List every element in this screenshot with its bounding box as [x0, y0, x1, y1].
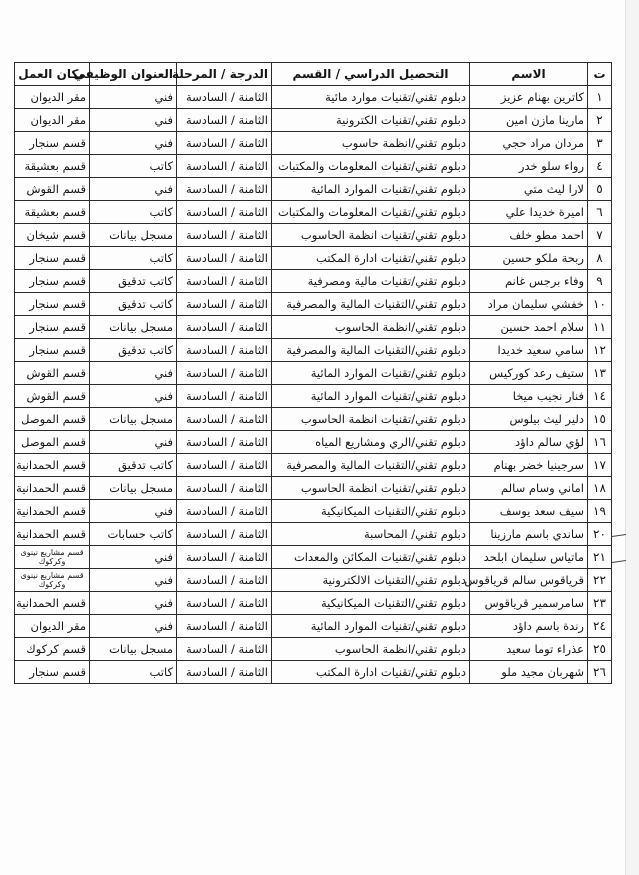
table-row: [15, 615, 612, 638]
grade-cell: الثامنة / السادسة: [177, 500, 272, 523]
employee-name-cell: مردان مراد حجي: [470, 132, 588, 155]
employee-name-cell: شهربان مجيد ملو: [470, 661, 588, 684]
pen-tick-mark: [612, 560, 626, 563]
table-row: [15, 477, 612, 500]
qualification-cell: دبلوم تقني/تقنيات المعلومات والمكتبات: [272, 201, 470, 224]
employee-name-cell: عذراء توما سعيد: [470, 638, 588, 661]
workplace-cell: قسم سنجار: [15, 339, 90, 362]
table-row: [15, 431, 612, 454]
job-title-cell: كاتب: [90, 247, 177, 270]
row-num-cell: ١٤: [588, 385, 612, 408]
employee-name-cell: سرجينيا خضر بهنام: [470, 454, 588, 477]
table-row: [15, 638, 612, 661]
row-num-cell: ٢٣: [588, 592, 612, 615]
table-row: [15, 592, 612, 615]
row-num-cell: ٢٥: [588, 638, 612, 661]
table-row: [15, 385, 612, 408]
table-row: [15, 270, 612, 293]
employee-name-cell: خفشي سليمان مراد: [470, 293, 588, 316]
grade-cell: الثامنة / السادسة: [177, 155, 272, 178]
job-title-cell: فني: [90, 385, 177, 408]
job-title-cell: فني: [90, 109, 177, 132]
job-title-cell: فني: [90, 615, 177, 638]
grade-cell: الثامنة / السادسة: [177, 86, 272, 109]
table-row: [15, 155, 612, 178]
grade-cell: الثامنة / السادسة: [177, 132, 272, 155]
table-row: [15, 201, 612, 224]
grade-cell: الثامنة / السادسة: [177, 109, 272, 132]
workplace-cell: قسم سنجار: [15, 247, 90, 270]
qualification-cell: دبلوم تقني/تقنيات ادارة المكتب: [272, 247, 470, 270]
qualification-cell: دبلوم تقني/التقنيات الالكترونية: [272, 569, 470, 592]
employee-name-cell: ساندي باسم مارزينا: [470, 523, 588, 546]
table-row: [15, 339, 612, 362]
grade-cell: الثامنة / السادسة: [177, 178, 272, 201]
employee-name-cell: رندة باسم داؤد: [470, 615, 588, 638]
pen-tick-mark: [612, 534, 626, 537]
table-body: [15, 86, 612, 684]
workplace-cell: قسم كركوك: [15, 638, 90, 661]
workplace-cell: قسم مشاريع نينوى وكركوك: [15, 569, 90, 592]
workplace-cell: قسم سنجار: [15, 293, 90, 316]
job-title-cell: مسجل بيانات: [90, 638, 177, 661]
workplace-cell: قسم الموصل: [15, 431, 90, 454]
qualification-cell: دبلوم تقني/انظمة الحاسوب: [272, 316, 470, 339]
grade-cell: الثامنة / السادسة: [177, 385, 272, 408]
row-num-cell: ١٧: [588, 454, 612, 477]
page-edge-shadow: [625, 0, 639, 875]
row-num-cell: ٩: [588, 270, 612, 293]
job-title-cell: مسجل بيانات: [90, 408, 177, 431]
employee-name-cell: احمد مطو خلف: [470, 224, 588, 247]
workplace-cell: قسم الحمدانية: [15, 523, 90, 546]
job-title-cell: كاتب: [90, 661, 177, 684]
job-title-cell: كاتب: [90, 201, 177, 224]
job-title-cell: مسجل بيانات: [90, 477, 177, 500]
job-title-cell: كاتب تدقيق: [90, 454, 177, 477]
table-row: [15, 247, 612, 270]
row-num-cell: ١٨: [588, 477, 612, 500]
workplace-cell: قسم مشاريع نينوى وكركوك: [15, 546, 90, 569]
job-title-cell: كاتب تدقيق: [90, 339, 177, 362]
row-num-cell: ١٦: [588, 431, 612, 454]
row-num-cell: ٢١: [588, 546, 612, 569]
grade-cell: الثامنة / السادسة: [177, 293, 272, 316]
employee-name-cell: سيف سعد يوسف: [470, 500, 588, 523]
workplace-cell: قسم الحمدانية: [15, 454, 90, 477]
grade-cell: الثامنة / السادسة: [177, 339, 272, 362]
employee-name-cell: اماني وسام سالم: [470, 477, 588, 500]
row-num-cell: ١٠: [588, 293, 612, 316]
qualification-cell: دبلوم تقني/التقنيات المالية والمصرفية: [272, 339, 470, 362]
employee-name-cell: دلير ليث بيلوس: [470, 408, 588, 431]
qualification-cell: دبلوم تقني/انظمة حاسوب: [272, 132, 470, 155]
employee-name-cell: سلام احمد حسين: [470, 316, 588, 339]
job-title-cell: فني: [90, 592, 177, 615]
qualification-cell: دبلوم تقني/تقنيات ادارة المكتب: [272, 661, 470, 684]
qualification-cell: دبلوم تقني/التقنيات المالية والمصرفية: [272, 293, 470, 316]
row-num-cell: ٧: [588, 224, 612, 247]
job-title-cell: كاتب: [90, 155, 177, 178]
employee-name-cell: اميرة خديدا علي: [470, 201, 588, 224]
row-num-cell: ٥: [588, 178, 612, 201]
grade-cell: الثامنة / السادسة: [177, 362, 272, 385]
employee-name-cell: سامرسمير قرياقوس: [470, 592, 588, 615]
header-num: ت: [588, 63, 612, 86]
workplace-cell: قسم سنجار: [15, 132, 90, 155]
job-title-cell: كاتب حسابات: [90, 523, 177, 546]
row-num-cell: ٦: [588, 201, 612, 224]
job-title-cell: فني: [90, 569, 177, 592]
qualification-cell: دبلوم تقني/تقنيات انظمة الحاسوب: [272, 224, 470, 247]
grade-cell: الثامنة / السادسة: [177, 615, 272, 638]
qualification-cell: دبلوم تقني/تقنيات انظمة الحاسوب: [272, 408, 470, 431]
employee-name-cell: رواء سلو خدر: [470, 155, 588, 178]
workplace-cell: قسم سنجار: [15, 661, 90, 684]
qualification-cell: دبلوم تقني/تقنيات المعلومات والمكتبات: [272, 155, 470, 178]
job-title-cell: فني: [90, 362, 177, 385]
row-num-cell: ٢٤: [588, 615, 612, 638]
employee-roster-table: [14, 62, 612, 684]
workplace-cell: قسم الحمدانية: [15, 592, 90, 615]
row-num-cell: ٢: [588, 109, 612, 132]
row-num-cell: ١٣: [588, 362, 612, 385]
grade-cell: الثامنة / السادسة: [177, 592, 272, 615]
grade-cell: الثامنة / السادسة: [177, 569, 272, 592]
workplace-cell: قسم شيخان: [15, 224, 90, 247]
grade-cell: الثامنة / السادسة: [177, 408, 272, 431]
grade-cell: الثامنة / السادسة: [177, 454, 272, 477]
table-row: [15, 661, 612, 684]
row-num-cell: ٤: [588, 155, 612, 178]
table-row: [15, 454, 612, 477]
row-num-cell: ١: [588, 86, 612, 109]
row-num-cell: ١١: [588, 316, 612, 339]
workplace-cell: قسم الحمدانية: [15, 500, 90, 523]
qualification-cell: دبلوم تقني/ المحاسبة: [272, 523, 470, 546]
workplace-cell: قسم سنجار: [15, 270, 90, 293]
employee-name-cell: سامي سعيد خديدا: [470, 339, 588, 362]
table-row: [15, 109, 612, 132]
grade-cell: الثامنة / السادسة: [177, 201, 272, 224]
qualification-cell: دبلوم تقني/تقنيات انظمة الحاسوب: [272, 477, 470, 500]
workplace-cell: مقر الديوان: [15, 615, 90, 638]
qualification-cell: دبلوم تقني/تقنيات الموارد المائية: [272, 385, 470, 408]
qualification-cell: دبلوم تقني/تقنيات الموارد المائية: [272, 615, 470, 638]
table-row: [15, 86, 612, 109]
workplace-cell: قسم القوش: [15, 385, 90, 408]
row-num-cell: ٢٠: [588, 523, 612, 546]
header-name: الاسم: [470, 63, 588, 86]
qualification-cell: دبلوم تقني/تقنيات موارد مائية: [272, 86, 470, 109]
grade-cell: الثامنة / السادسة: [177, 224, 272, 247]
table-row: [15, 408, 612, 431]
row-num-cell: ٣: [588, 132, 612, 155]
job-title-cell: فني: [90, 500, 177, 523]
header-grade: الدرجة / المرحلة: [177, 63, 272, 86]
header-qualification: التحصيل الدراسي / القسم: [272, 63, 470, 86]
table-row: [15, 362, 612, 385]
employee-name-cell: ستيف رعد كوركيس: [470, 362, 588, 385]
row-num-cell: ٢٢: [588, 569, 612, 592]
workplace-cell: قسم القوش: [15, 362, 90, 385]
workplace-cell: قسم القوش: [15, 178, 90, 201]
grade-cell: الثامنة / السادسة: [177, 247, 272, 270]
employee-name-cell: ماتياس سليمان ابلحد: [470, 546, 588, 569]
qualification-cell: دبلوم تقني/انظمة الحاسوب: [272, 638, 470, 661]
job-title-cell: كاتب تدقيق: [90, 270, 177, 293]
qualification-cell: دبلوم تقني/تقنيات الموارد المائية: [272, 178, 470, 201]
qualification-cell: دبلوم تقني/التقنيات الميكانيكية: [272, 500, 470, 523]
row-num-cell: ١٢: [588, 339, 612, 362]
row-num-cell: ٨: [588, 247, 612, 270]
job-title-cell: فني: [90, 86, 177, 109]
table-row: [15, 569, 612, 592]
qualification-cell: دبلوم تقني/الري ومشاريع المياه: [272, 431, 470, 454]
grade-cell: الثامنة / السادسة: [177, 316, 272, 339]
qualification-cell: دبلوم تقني/التقنيات الميكانيكية: [272, 592, 470, 615]
header-workplace: مكان العمل: [15, 63, 90, 86]
qualification-cell: دبلوم تقني/التقنيات المالية والمصرفية: [272, 454, 470, 477]
employee-name-cell: فنار نجيب ميخا: [470, 385, 588, 408]
table-row: [15, 293, 612, 316]
grade-cell: الثامنة / السادسة: [177, 546, 272, 569]
employee-name-cell: لؤي سالم داؤد: [470, 431, 588, 454]
job-title-cell: فني: [90, 132, 177, 155]
workplace-cell: قسم بعشيقة: [15, 155, 90, 178]
job-title-cell: كاتب تدقيق: [90, 293, 177, 316]
table-row: [15, 132, 612, 155]
row-num-cell: ١٥: [588, 408, 612, 431]
job-title-cell: فني: [90, 178, 177, 201]
job-title-cell: فني: [90, 431, 177, 454]
job-title-cell: فني: [90, 546, 177, 569]
table-row: [15, 500, 612, 523]
employee-name-cell: وفاء برجس غانم: [470, 270, 588, 293]
workplace-cell: قسم الحمدانية: [15, 477, 90, 500]
workplace-cell: مقر الديوان: [15, 109, 90, 132]
employee-name-cell: لارا ليث متي: [470, 178, 588, 201]
employee-name-cell: كاترين بهنام عزيز: [470, 86, 588, 109]
table-header-row: [15, 63, 612, 86]
grade-cell: الثامنة / السادسة: [177, 523, 272, 546]
table-row: [15, 546, 612, 569]
grade-cell: الثامنة / السادسة: [177, 638, 272, 661]
table-row: [15, 224, 612, 247]
table-row: [15, 316, 612, 339]
employee-name-cell: مارينا مازن امين: [470, 109, 588, 132]
employee-name-cell: قرياقوس سالم قرياقوس: [470, 569, 588, 592]
qualification-cell: دبلوم تقني/تقنيات مالية ومصرفية: [272, 270, 470, 293]
table-row: [15, 523, 612, 546]
qualification-cell: دبلوم تقني/تقنيات الكترونية: [272, 109, 470, 132]
workplace-cell: قسم بعشيقة: [15, 201, 90, 224]
workplace-cell: قسم الموصل: [15, 408, 90, 431]
job-title-cell: مسجل بيانات: [90, 316, 177, 339]
employee-name-cell: ربحة ملكو حسين: [470, 247, 588, 270]
table-row: [15, 178, 612, 201]
header-job-title: العنوان الوظيفي: [90, 63, 177, 86]
qualification-cell: دبلوم تقني/تقنيات الموارد المائية: [272, 362, 470, 385]
workplace-cell: مقر الديوان: [15, 86, 90, 109]
grade-cell: الثامنة / السادسة: [177, 477, 272, 500]
grade-cell: الثامنة / السادسة: [177, 661, 272, 684]
grade-cell: الثامنة / السادسة: [177, 270, 272, 293]
grade-cell: الثامنة / السادسة: [177, 431, 272, 454]
qualification-cell: دبلوم تقني/تقنيات المكائن والمعدات: [272, 546, 470, 569]
row-num-cell: ٢٦: [588, 661, 612, 684]
job-title-cell: مسجل بيانات: [90, 224, 177, 247]
workplace-cell: قسم سنجار: [15, 316, 90, 339]
row-num-cell: ١٩: [588, 500, 612, 523]
